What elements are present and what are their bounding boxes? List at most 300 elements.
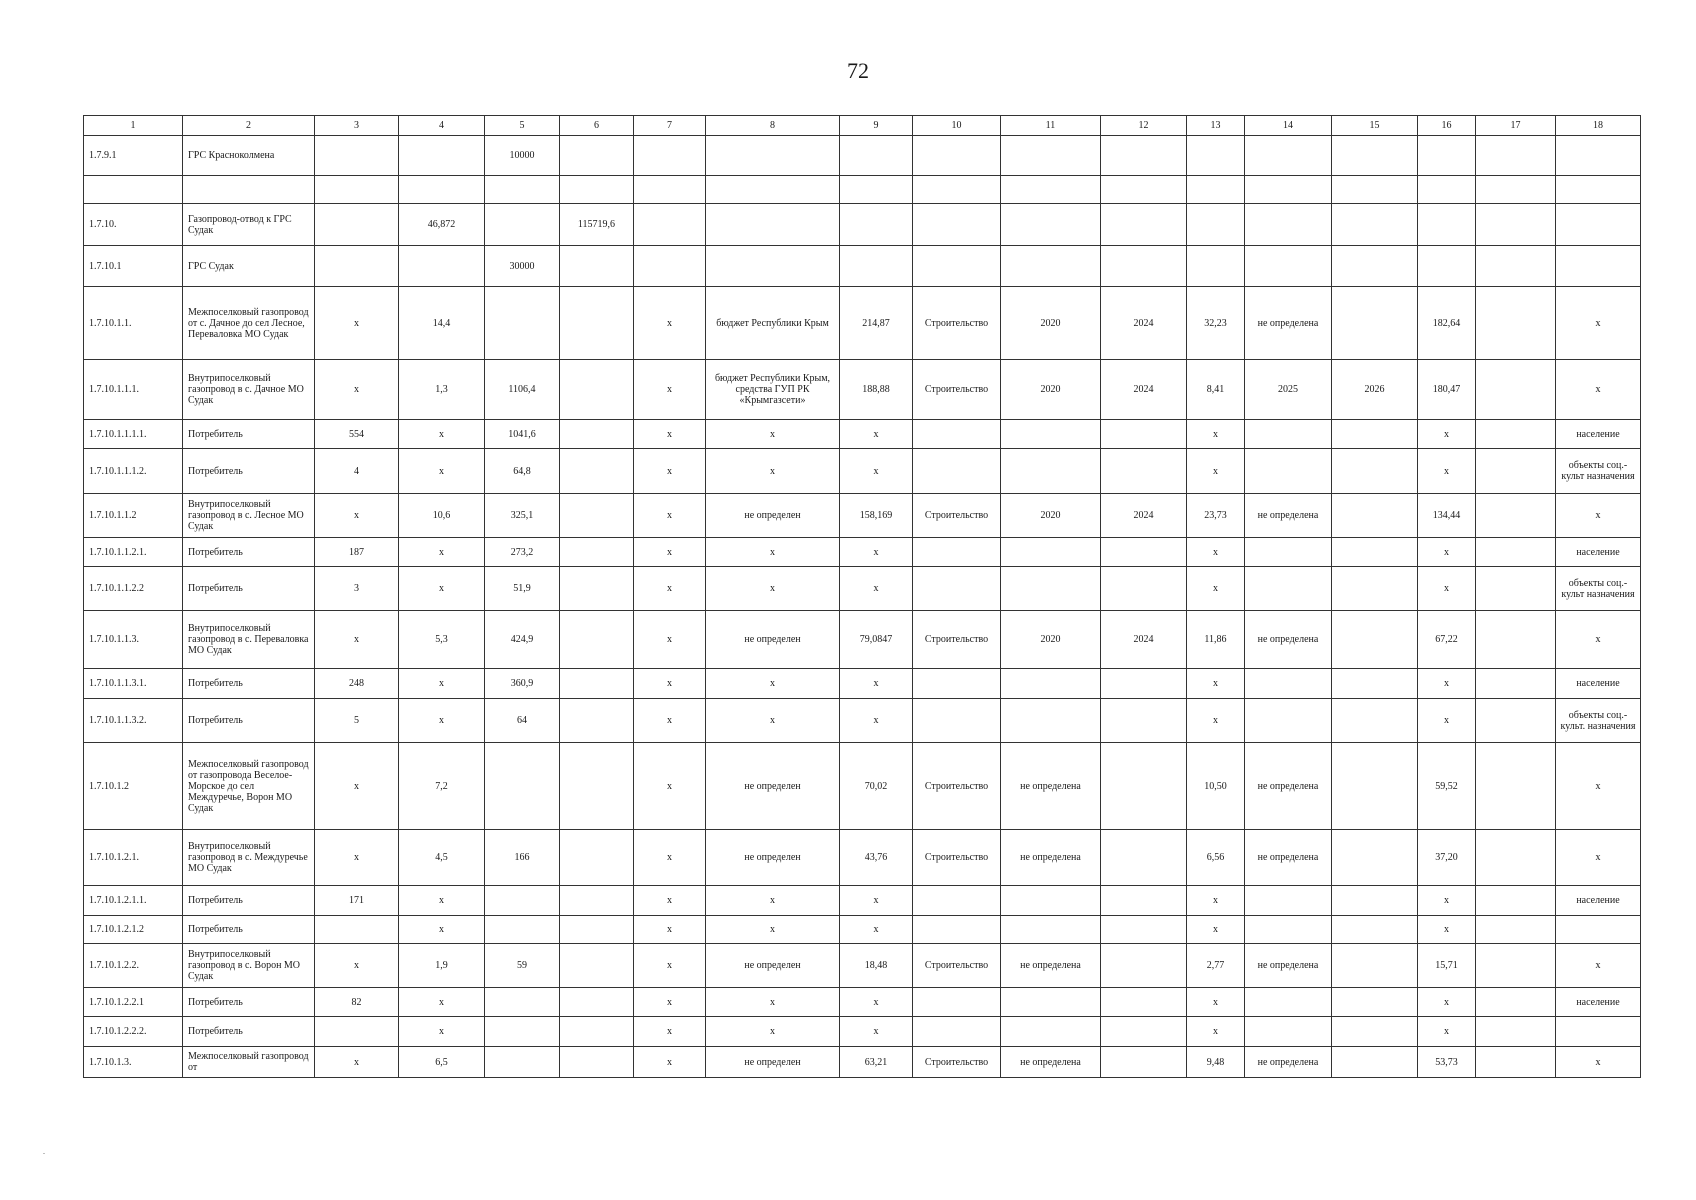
table-cell: x xyxy=(1187,886,1245,916)
table-row xyxy=(84,1017,1641,1047)
table-cell: 79,0847 xyxy=(840,611,913,669)
table-cell: x xyxy=(840,699,913,743)
table-cell: 166 xyxy=(485,830,560,886)
table-cell: объекты соц.-культ назначения xyxy=(1556,449,1641,494)
table-cell xyxy=(485,176,560,204)
table-cell xyxy=(1332,136,1418,176)
table-cell xyxy=(706,246,840,287)
table-cell: 9,48 xyxy=(1187,1047,1245,1078)
table-cell: Строительство xyxy=(913,830,1001,886)
table-cell: 30000 xyxy=(485,246,560,287)
table-cell: 2024 xyxy=(1101,611,1187,669)
table-cell: 4,5 xyxy=(399,830,485,886)
table-cell: x xyxy=(706,669,840,699)
table-cell xyxy=(560,246,634,287)
table-cell xyxy=(485,886,560,916)
table-cell: Газопровод-отвод к ГРС Судак xyxy=(183,204,315,246)
table-cell xyxy=(399,136,485,176)
table-row xyxy=(84,611,1641,669)
table-cell: 2024 xyxy=(1101,287,1187,360)
table-cell xyxy=(1001,204,1101,246)
table-cell: население xyxy=(1556,669,1641,699)
table-cell xyxy=(485,1017,560,1047)
table-cell xyxy=(913,669,1001,699)
table-cell xyxy=(1476,204,1556,246)
table-cell: x xyxy=(1418,916,1476,944)
table-cell: Внутрипоселковый газопровод в с. Ворон МО Судак xyxy=(183,944,315,988)
table-cell: население xyxy=(1556,988,1641,1017)
table-cell: 63,21 xyxy=(840,1047,913,1078)
column-number-cell: 4 xyxy=(399,116,485,136)
table-cell: Потребитель xyxy=(183,916,315,944)
table-cell xyxy=(1187,176,1245,204)
table-cell: Межпоселковый газопровод от газопровода Веселое-Морское до сел Междуречье, Ворон МО Судак xyxy=(183,743,315,830)
table-cell: Межпоселковый газопровод от xyxy=(183,1047,315,1078)
table-cell: 2020 xyxy=(1001,611,1101,669)
table-cell xyxy=(485,1047,560,1078)
table-cell xyxy=(1418,176,1476,204)
table-cell xyxy=(1101,1017,1187,1047)
table-cell: x xyxy=(315,1047,399,1078)
table-row xyxy=(84,1047,1641,1078)
table-cell xyxy=(913,567,1001,611)
table-cell: 53,73 xyxy=(1418,1047,1476,1078)
table-cell: 1.7.10.1.1.3.1. xyxy=(84,669,183,699)
table-cell xyxy=(1001,176,1101,204)
table-cell: 134,44 xyxy=(1418,494,1476,538)
table-cell: 1.7.10.1 xyxy=(84,246,183,287)
table-cell: x xyxy=(634,743,706,830)
column-number-cell: 12 xyxy=(1101,116,1187,136)
table-cell xyxy=(1101,176,1187,204)
table-cell xyxy=(485,988,560,1017)
table-cell: x xyxy=(634,830,706,886)
table-cell xyxy=(560,886,634,916)
table-cell: 1.7.10.1.2 xyxy=(84,743,183,830)
table-cell: x xyxy=(315,611,399,669)
table-cell: x xyxy=(706,420,840,449)
table-cell xyxy=(560,988,634,1017)
table-cell: Потребитель xyxy=(183,1017,315,1047)
table-cell: 2025 xyxy=(1245,360,1332,420)
table-cell: 2020 xyxy=(1001,494,1101,538)
table-cell xyxy=(1245,886,1332,916)
table-cell: 4 xyxy=(315,449,399,494)
table-cell: 1.7.10.1.1.1.2. xyxy=(84,449,183,494)
table-row xyxy=(84,669,1641,699)
table-cell: не определена xyxy=(1245,494,1332,538)
table-cell xyxy=(913,1017,1001,1047)
table-cell xyxy=(913,420,1001,449)
table-cell xyxy=(485,743,560,830)
table-cell: x xyxy=(1418,988,1476,1017)
table-cell: x xyxy=(1556,830,1641,886)
table-row xyxy=(84,830,1641,886)
table-cell xyxy=(1245,420,1332,449)
table-cell xyxy=(1245,246,1332,287)
table-cell: x xyxy=(634,494,706,538)
table-cell xyxy=(485,287,560,360)
table-row xyxy=(84,204,1641,246)
table-cell: x xyxy=(840,420,913,449)
table-cell: 70,02 xyxy=(840,743,913,830)
table-cell: x xyxy=(1187,669,1245,699)
table-cell: x xyxy=(634,988,706,1017)
table-cell: x xyxy=(399,567,485,611)
table-cell xyxy=(1332,916,1418,944)
table-cell xyxy=(1001,886,1101,916)
table-cell: x xyxy=(399,420,485,449)
table-cell xyxy=(1476,567,1556,611)
table-cell: население xyxy=(1556,538,1641,567)
table-cell xyxy=(560,287,634,360)
table-cell xyxy=(84,176,183,204)
table-cell xyxy=(1101,246,1187,287)
table-cell xyxy=(1476,538,1556,567)
table-cell: не определен xyxy=(706,944,840,988)
table-cell xyxy=(913,246,1001,287)
table-cell: не определена xyxy=(1001,944,1101,988)
table-cell: 1.7.10.1.1.2.1. xyxy=(84,538,183,567)
table-cell: x xyxy=(399,669,485,699)
column-number-cell: 10 xyxy=(913,116,1001,136)
table-cell: 1041,6 xyxy=(485,420,560,449)
table-cell: не определена xyxy=(1001,830,1101,886)
table-cell xyxy=(840,136,913,176)
table-cell: не определена xyxy=(1245,944,1332,988)
column-number-cell: 13 xyxy=(1187,116,1245,136)
table-cell: 1.7.10.1.2.1.2 xyxy=(84,916,183,944)
table-cell xyxy=(634,176,706,204)
table-cell: Потребитель xyxy=(183,538,315,567)
table-cell: 64,8 xyxy=(485,449,560,494)
table-cell xyxy=(1245,567,1332,611)
table-cell: 180,47 xyxy=(1418,360,1476,420)
table-cell: 182,64 xyxy=(1418,287,1476,360)
table-cell xyxy=(560,494,634,538)
table-cell: 188,88 xyxy=(840,360,913,420)
table-cell xyxy=(560,669,634,699)
table-cell xyxy=(913,176,1001,204)
table-cell: Потребитель xyxy=(183,988,315,1017)
table-cell xyxy=(1001,699,1101,743)
table-cell xyxy=(1001,246,1101,287)
table-cell xyxy=(1245,538,1332,567)
table-row xyxy=(84,494,1641,538)
table-cell: не определена xyxy=(1245,611,1332,669)
table-cell xyxy=(1332,1017,1418,1047)
table-cell: 5,3 xyxy=(399,611,485,669)
table-cell: 5 xyxy=(315,699,399,743)
table-cell: Внутрипоселковый газопровод в с. Междуречье МО Судак xyxy=(183,830,315,886)
table-cell xyxy=(560,136,634,176)
table-cell: 1.7.10.1.1.1. xyxy=(84,360,183,420)
table-cell xyxy=(1332,886,1418,916)
table-cell: 37,20 xyxy=(1418,830,1476,886)
table-cell xyxy=(1476,669,1556,699)
table-cell: x xyxy=(1556,1047,1641,1078)
table-cell xyxy=(1101,1047,1187,1078)
table-cell: 23,73 xyxy=(1187,494,1245,538)
table-cell xyxy=(1556,176,1641,204)
table-cell xyxy=(1476,743,1556,830)
table-cell xyxy=(1332,699,1418,743)
table-cell: 2020 xyxy=(1001,287,1101,360)
table-cell: 1.7.10. xyxy=(84,204,183,246)
table-cell xyxy=(560,916,634,944)
table-cell xyxy=(634,204,706,246)
table-cell: 2026 xyxy=(1332,360,1418,420)
table-cell: Потребитель xyxy=(183,449,315,494)
table-cell: x xyxy=(840,669,913,699)
table-cell xyxy=(1476,494,1556,538)
table-cell xyxy=(315,136,399,176)
table-cell: 51,9 xyxy=(485,567,560,611)
table-cell xyxy=(1101,669,1187,699)
table-cell xyxy=(560,830,634,886)
table-cell xyxy=(1332,176,1418,204)
table-cell xyxy=(1245,1017,1332,1047)
table-cell: Строительство xyxy=(913,1047,1001,1078)
table-cell: Потребитель xyxy=(183,567,315,611)
table-cell: x xyxy=(634,360,706,420)
table-cell xyxy=(1556,246,1641,287)
table-cell: x xyxy=(840,567,913,611)
table-cell xyxy=(1332,1047,1418,1078)
table-cell xyxy=(1101,699,1187,743)
table-cell xyxy=(1245,449,1332,494)
table-cell: 67,22 xyxy=(1418,611,1476,669)
table-cell: не определена xyxy=(1001,743,1101,830)
table-cell: 360,9 xyxy=(485,669,560,699)
table-cell: x xyxy=(840,1017,913,1047)
table-cell: x xyxy=(399,886,485,916)
table-cell xyxy=(1332,944,1418,988)
table-cell xyxy=(1001,538,1101,567)
table-cell: x xyxy=(1556,944,1641,988)
table-cell xyxy=(1101,420,1187,449)
table-cell xyxy=(560,449,634,494)
table-cell xyxy=(1476,287,1556,360)
table-cell: Строительство xyxy=(913,944,1001,988)
data-table xyxy=(83,115,1641,1078)
table-cell xyxy=(1418,136,1476,176)
table-cell xyxy=(1187,136,1245,176)
table-cell xyxy=(1101,204,1187,246)
table-cell: 2020 xyxy=(1001,360,1101,420)
column-number-cell: 17 xyxy=(1476,116,1556,136)
table-cell: не определен xyxy=(706,1047,840,1078)
table-cell xyxy=(1476,944,1556,988)
table-cell xyxy=(706,136,840,176)
table-cell: 10,50 xyxy=(1187,743,1245,830)
table-cell: 554 xyxy=(315,420,399,449)
table-cell xyxy=(1332,287,1418,360)
table-cell xyxy=(1332,246,1418,287)
table-row xyxy=(84,916,1641,944)
table-cell xyxy=(1245,699,1332,743)
table-cell: x xyxy=(634,944,706,988)
table-cell: Межпоселковый газопровод от с. Дачное до сел Лесное, Переваловка МО Судак xyxy=(183,287,315,360)
table-cell: не определена xyxy=(1245,1047,1332,1078)
table-cell xyxy=(840,246,913,287)
table-row xyxy=(84,287,1641,360)
table-row xyxy=(84,360,1641,420)
table-cell xyxy=(560,420,634,449)
table-cell: x xyxy=(315,743,399,830)
table-cell: Строительство xyxy=(913,287,1001,360)
table-cell xyxy=(1556,916,1641,944)
table-cell xyxy=(1476,360,1556,420)
table-row xyxy=(84,246,1641,287)
table-cell: x xyxy=(1418,1017,1476,1047)
table-cell: 18,48 xyxy=(840,944,913,988)
table-cell: 10,6 xyxy=(399,494,485,538)
table-cell xyxy=(1418,204,1476,246)
column-number-cell: 18 xyxy=(1556,116,1641,136)
table-cell: x xyxy=(1556,494,1641,538)
table-cell xyxy=(1101,944,1187,988)
table-cell xyxy=(1332,420,1418,449)
table-cell: x xyxy=(634,669,706,699)
table-cell: x xyxy=(1187,567,1245,611)
table-cell xyxy=(1001,449,1101,494)
table-cell: x xyxy=(1187,449,1245,494)
table-cell: не определена xyxy=(1245,830,1332,886)
table-cell: не определен xyxy=(706,830,840,886)
table-cell: 1.7.10.1.1.2 xyxy=(84,494,183,538)
table-cell: Строительство xyxy=(913,743,1001,830)
table-cell: x xyxy=(706,1017,840,1047)
table-cell: 43,76 xyxy=(840,830,913,886)
table-cell: x xyxy=(1187,538,1245,567)
table-cell xyxy=(1187,246,1245,287)
table-cell: x xyxy=(1418,449,1476,494)
table-cell xyxy=(1101,449,1187,494)
table-cell: x xyxy=(1418,699,1476,743)
table-cell: 46,872 xyxy=(399,204,485,246)
table-cell xyxy=(1332,567,1418,611)
table-cell: x xyxy=(706,699,840,743)
table-cell: ГРС Красноколмена xyxy=(183,136,315,176)
table-cell: Внутрипоселковый газопровод в с. Лесное МО Судак xyxy=(183,494,315,538)
table-cell: 2,77 xyxy=(1187,944,1245,988)
table-cell xyxy=(1556,136,1641,176)
column-number-cell: 8 xyxy=(706,116,840,136)
table-cell: объекты соц.-культ. назначения xyxy=(1556,699,1641,743)
table-cell xyxy=(1101,567,1187,611)
table-cell: x xyxy=(1556,743,1641,830)
column-number-cell: 6 xyxy=(560,116,634,136)
table-cell: 10000 xyxy=(485,136,560,176)
table-cell xyxy=(560,1047,634,1078)
table-cell: 1.7.10.1.1.3.2. xyxy=(84,699,183,743)
table-cell xyxy=(1245,916,1332,944)
table-cell: x xyxy=(315,944,399,988)
table-cell: 64 xyxy=(485,699,560,743)
table-cell xyxy=(1245,204,1332,246)
table-cell: 2024 xyxy=(1101,494,1187,538)
footer-mark: . xyxy=(43,1147,45,1156)
table-cell xyxy=(315,246,399,287)
table-cell xyxy=(1187,204,1245,246)
table-cell: бюджет Республики Крым, средства ГУП РК «Крымгазсети» xyxy=(706,360,840,420)
table-cell: x xyxy=(634,538,706,567)
table-cell xyxy=(1245,176,1332,204)
table-cell: не определен xyxy=(706,743,840,830)
table-cell xyxy=(1476,988,1556,1017)
table-cell: 1.7.10.1.1.1.1. xyxy=(84,420,183,449)
table-cell xyxy=(1476,449,1556,494)
table-cell xyxy=(913,136,1001,176)
table-cell: x xyxy=(634,886,706,916)
table-cell: 248 xyxy=(315,669,399,699)
column-number-cell: 15 xyxy=(1332,116,1418,136)
table-cell: 171 xyxy=(315,886,399,916)
table-cell: x xyxy=(1418,886,1476,916)
table-cell xyxy=(1476,1017,1556,1047)
table-cell xyxy=(1476,246,1556,287)
table-cell: 82 xyxy=(315,988,399,1017)
table-cell: не определен xyxy=(706,494,840,538)
table-cell: 325,1 xyxy=(485,494,560,538)
table-cell xyxy=(1332,830,1418,886)
table-row xyxy=(84,699,1641,743)
table-cell: 32,23 xyxy=(1187,287,1245,360)
table-cell xyxy=(1101,830,1187,886)
table-cell xyxy=(840,176,913,204)
table-cell xyxy=(399,246,485,287)
table-cell: 214,87 xyxy=(840,287,913,360)
table-row xyxy=(84,944,1641,988)
table-cell: x xyxy=(840,916,913,944)
table-cell: x xyxy=(1418,567,1476,611)
column-number-cell: 14 xyxy=(1245,116,1332,136)
table-cell: x xyxy=(1556,360,1641,420)
table-cell xyxy=(1001,988,1101,1017)
table-cell: 1.7.10.1.2.1.1. xyxy=(84,886,183,916)
table-cell xyxy=(913,886,1001,916)
table-row xyxy=(84,567,1641,611)
table-cell xyxy=(1101,886,1187,916)
column-number-cell: 16 xyxy=(1418,116,1476,136)
table-cell xyxy=(706,176,840,204)
table-cell xyxy=(485,916,560,944)
table-cell: 59 xyxy=(485,944,560,988)
table-cell: Потребитель xyxy=(183,669,315,699)
table-cell: 158,169 xyxy=(840,494,913,538)
table-cell xyxy=(1001,916,1101,944)
table-cell: x xyxy=(706,538,840,567)
column-number-cell: 3 xyxy=(315,116,399,136)
table-cell xyxy=(485,204,560,246)
table-cell: население xyxy=(1556,420,1641,449)
table-cell xyxy=(1332,988,1418,1017)
table-cell xyxy=(560,1017,634,1047)
table-cell: 7,2 xyxy=(399,743,485,830)
column-number-cell: 1 xyxy=(84,116,183,136)
table-cell: x xyxy=(399,916,485,944)
table-cell: x xyxy=(399,699,485,743)
table-cell: 15,71 xyxy=(1418,944,1476,988)
table-cell: 1.7.9.1 xyxy=(84,136,183,176)
table-cell xyxy=(1332,538,1418,567)
column-number-cell: 7 xyxy=(634,116,706,136)
table-cell: Потребитель xyxy=(183,699,315,743)
column-number-cell: 9 xyxy=(840,116,913,136)
table-cell: x xyxy=(1187,1017,1245,1047)
table-cell xyxy=(560,944,634,988)
